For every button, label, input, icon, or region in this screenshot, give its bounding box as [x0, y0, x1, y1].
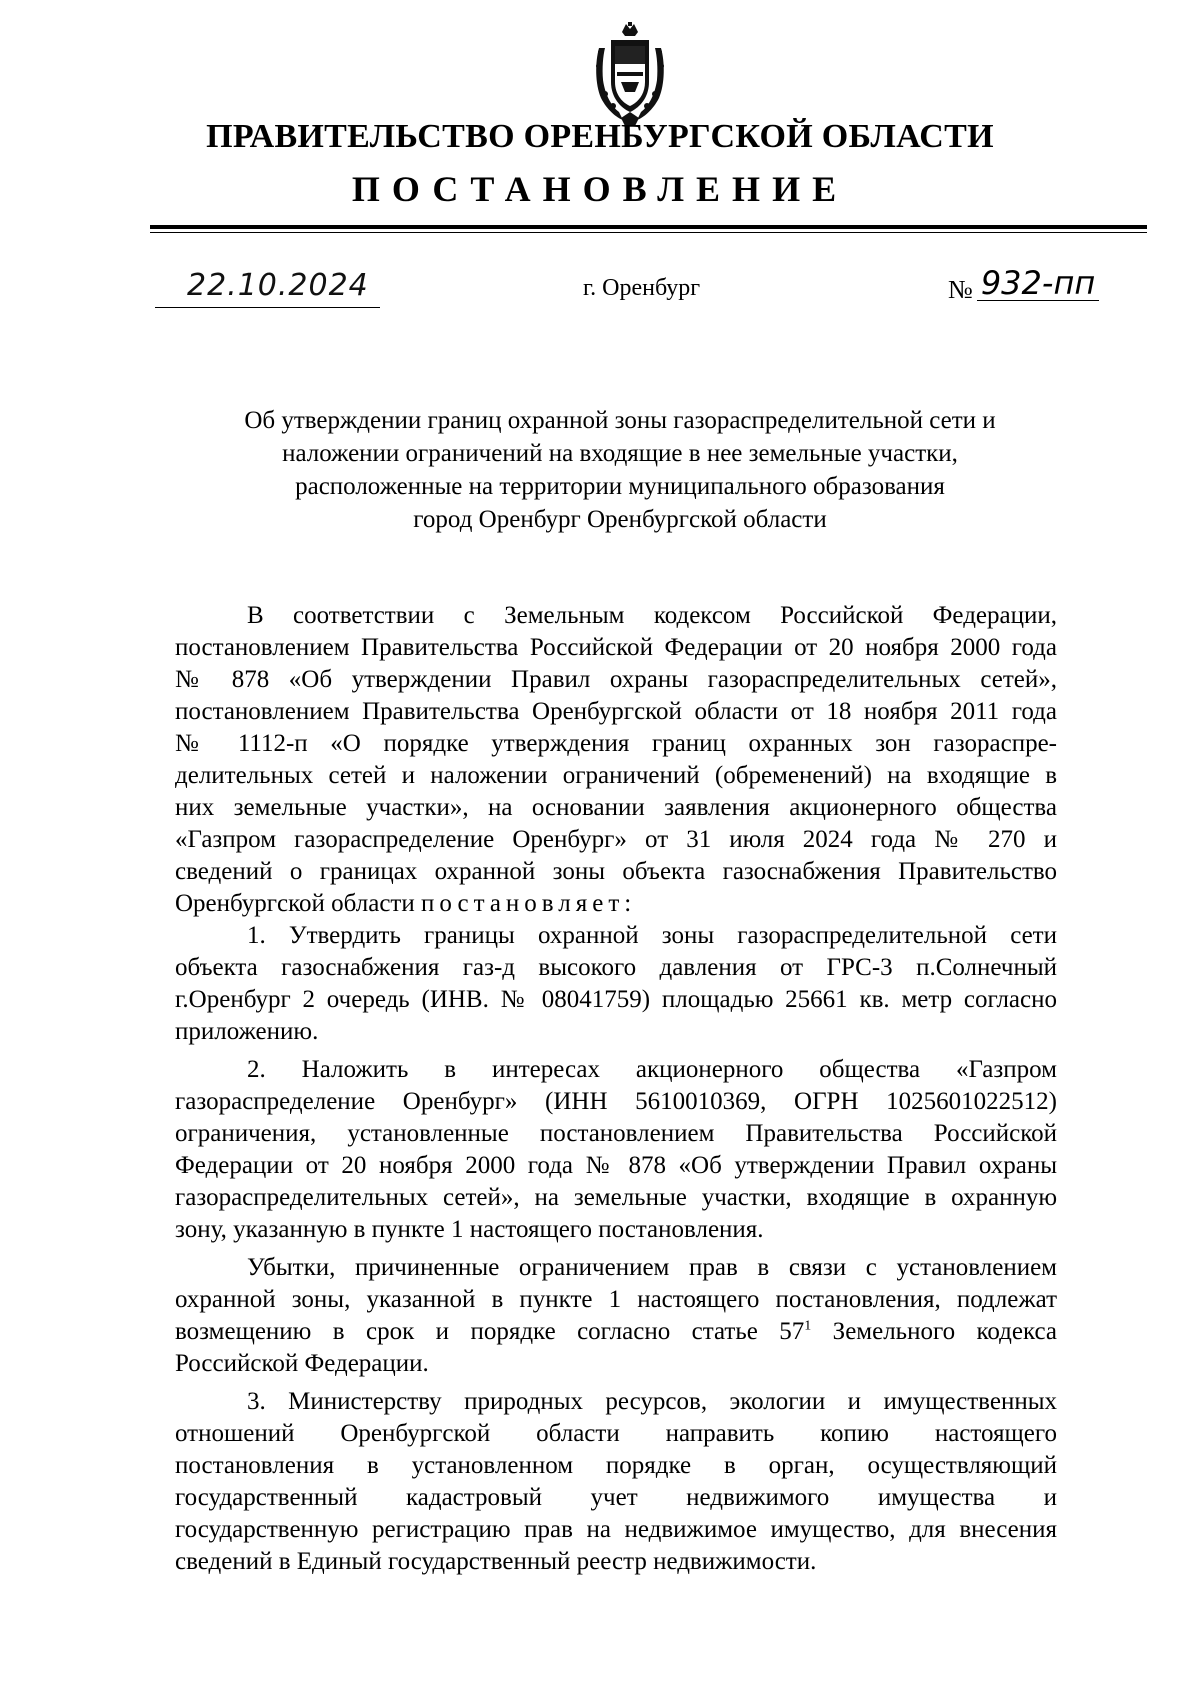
- body-line: [175, 888, 1057, 920]
- body-line: государственный кадастровый учет недвижимого имущества и: [175, 1484, 1057, 1511]
- body-line: постановлением Правительства Оренбургской области от 18 ноября 2011 года: [175, 698, 1057, 725]
- body-line: зону, указанную в пункте 1 настоящего постановления.: [175, 1216, 764, 1243]
- body-line: сведений в Единый государственный реестр недвижимости.: [175, 1548, 817, 1575]
- preamble: [175, 600, 1057, 920]
- document-city: г. Оренбург: [583, 275, 701, 301]
- subject-line: наложении ограничений на входящие в нее земельные участки,: [282, 440, 958, 467]
- header-rule-thin: [150, 232, 1147, 233]
- body-line: № 878 «Об утверждении Правил охраны газораспределительных сетей»,: [175, 666, 1057, 693]
- decree-word: постановляет:: [420, 890, 637, 917]
- item-1: [175, 920, 1057, 1048]
- coat-of-arms-icon: [589, 22, 671, 126]
- body-line: 1. Утвердить границы охранной зоны газораспределительной сети: [247, 922, 1057, 949]
- body-line: охранной зоны, указанной в пункте 1 настоящего постановления, подлежат: [175, 1286, 1057, 1313]
- item-3: [175, 1386, 1057, 1578]
- document-subject: [190, 404, 1050, 536]
- item-2: [175, 1054, 1057, 1246]
- subject-line: Об утверждении границ охранной зоны газораспределительной сети и: [244, 407, 996, 434]
- organization-title: ПРАВИТЕЛЬСТВО ОРЕНБУРГСКОЙ ОБЛАСТИ: [206, 118, 994, 155]
- subject-line: расположенные на территории муниципального образования: [295, 473, 945, 500]
- document-date-field: [155, 268, 380, 308]
- body-line: 2. Наложить в интересах акционерного общества «Газпром: [247, 1056, 1057, 1083]
- body-line: 3. Министерству природных ресурсов, экологии и имущественных: [247, 1388, 1057, 1415]
- date-underline: [155, 307, 380, 309]
- document-number: 932-пп: [977, 266, 1099, 301]
- body-line: Федерации от 20 ноября 2000 года № 878 «Об утверждении Правил охраны: [175, 1152, 1057, 1179]
- body-line: государственную регистрацию прав на недвижимое имущество, для внесения: [175, 1516, 1057, 1543]
- body-line: Российской Федерации.: [175, 1350, 429, 1377]
- body-line: объекта газоснабжения газ-д высокого давления от ГРС-3 п.Солнечный: [175, 954, 1057, 981]
- body-line: отношений Оренбургской области направить копию настоящего: [175, 1420, 1057, 1447]
- body-line: них земельные участки», на основании заявления акционерного общества: [175, 794, 1057, 821]
- body-line: В соответствии с Земельным кодексом Российской Федерации,: [247, 602, 1057, 629]
- body-line: «Газпром газораспределение Оренбург» от 31 июля 2024 года № 270 и: [175, 826, 1057, 853]
- body-line: г.Оренбург 2 очередь (ИНВ. № 08041759) площадью 25661 кв. метр согласно: [175, 986, 1057, 1013]
- body-line: № 1112-п «О порядке утверждения границ охранных зон газораспре-: [175, 730, 1057, 757]
- body-line: сведений о границах охранной зоны объекта газоснабжения Правительство: [175, 858, 1057, 885]
- article-ref-text: возмещению в срок и порядке согласно статье 57: [175, 1318, 805, 1345]
- body-line: [175, 1316, 1057, 1348]
- body-line: постановлением Правительства Российской Федерации от 20 ноября 2000 года: [175, 634, 1057, 661]
- document-number-field: [948, 264, 1099, 304]
- document-date: 22.10.2024: [187, 268, 369, 303]
- item-2-damages: [175, 1252, 1057, 1380]
- body-line: Убытки, причиненные ограничением прав в связи с установлением: [247, 1254, 1057, 1281]
- number-label: №: [948, 275, 973, 304]
- document-type-title: ПОСТАНОВЛЕНИЕ: [351, 169, 849, 209]
- preamble-end: Оренбургской области: [175, 890, 415, 917]
- article-superscript: 1: [804, 1318, 812, 1334]
- body-line: постановления в установленном порядке в орган, осуществляющий: [175, 1452, 1057, 1479]
- body-line: газораспределение Оренбург» (ИНН 5610010369, ОГРН 1025601022512): [175, 1088, 1057, 1115]
- body-line: делительных сетей и наложении ограничений (обременений) на входящие в: [175, 762, 1057, 789]
- document-body: [175, 600, 1057, 1578]
- body-line: ограничения, установленные постановлением Правительства Российской: [175, 1120, 1057, 1147]
- body-line: приложению.: [175, 1018, 319, 1045]
- article-ref-text-end: Земельного кодекса: [811, 1318, 1058, 1345]
- body-line: газораспределительных сетей», на земельные участки, входящие в охранную: [175, 1184, 1057, 1211]
- subject-line: город Оренбург Оренбургской области: [413, 506, 827, 533]
- header-rule-thick: [150, 225, 1147, 229]
